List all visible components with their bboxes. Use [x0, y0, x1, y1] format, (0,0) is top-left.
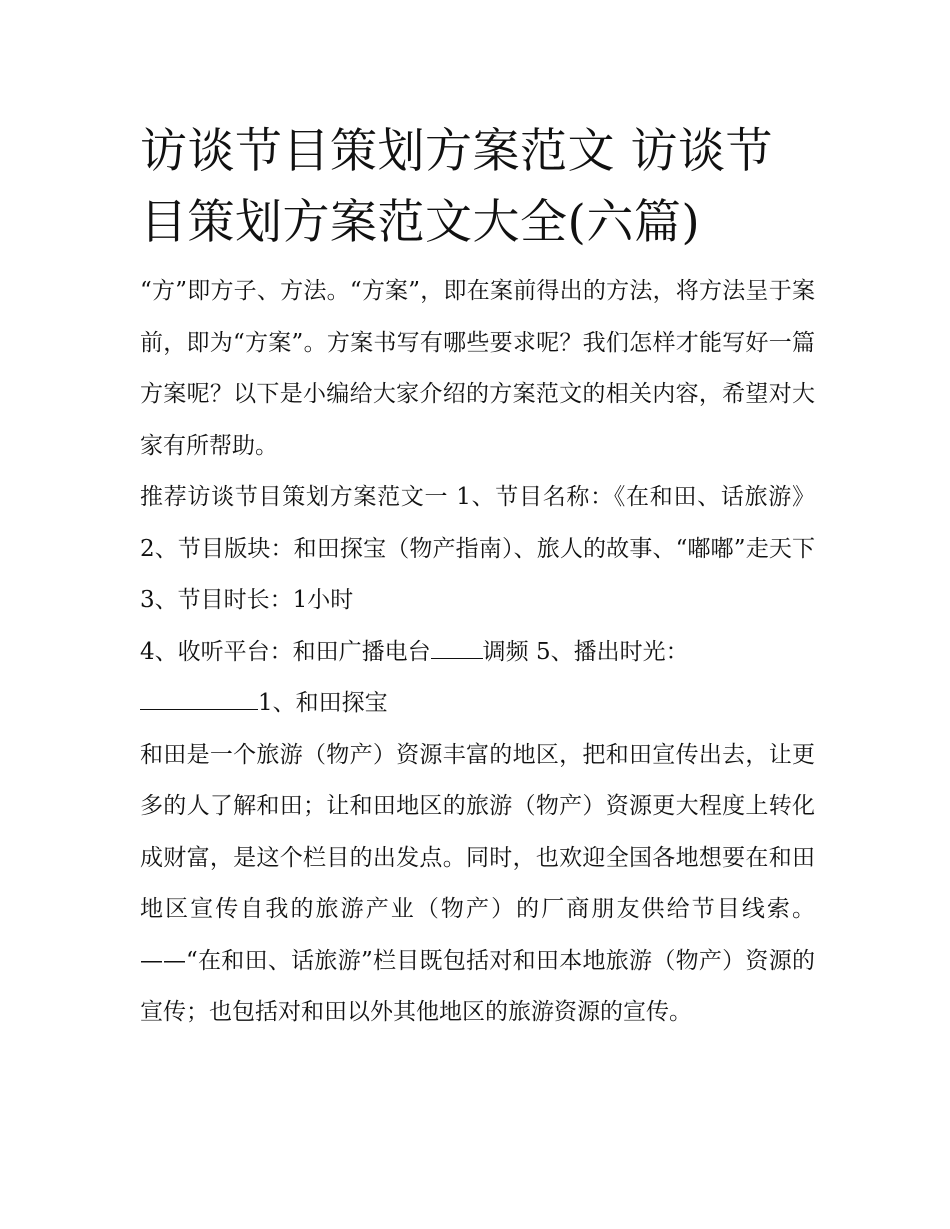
program-info	[140, 472, 815, 730]
platform-label: 4、收听平台：和田广播电台	[140, 638, 431, 665]
document-title: 访谈节目策划方案范文 访谈节目策划方案范文大全(六篇)	[140, 124, 773, 250]
body-paragraph: 和田是一个旅游（物产）资源丰富的地区，把和田宣传出去，让更多的人了解和田；让和田地区的旅游（物产）资源更大程度上转化成财富，是这个栏目的出发点。同时，也欢迎全国各地想要在和田地区宣传自我的旅游产业（物产）的厂商朋友供给节目线索。——“在和田、话旅游”栏目既包括对和田本地旅游（物产）资源的宣传；也包括对和田以外其他地区的旅游资源的宣传。	[140, 741, 815, 1025]
document-page	[140, 116, 815, 1039]
program-info-line: 推荐访谈节目策划方案范文一 1、节目名称：《在和田、话旅游》 2、节目版块：和田探宝（物产指南）、旅人的故事、“嘟嘟”走天下 3、节目时长：1小时	[140, 484, 815, 613]
section-heading-line	[140, 678, 815, 730]
fill-in-blank	[140, 687, 258, 710]
broadcast-time-label: 调频 5、播出时光：	[482, 638, 689, 665]
section-heading: 1、和田探宝	[258, 690, 388, 716]
program-platform-line	[140, 627, 815, 679]
intro-paragraph: “方”即方子、方法。“方案”，即在案前得出的方法，将方法呈于案前，即为“方案”。方案书写有哪些要求呢？我们怎样才能写好一篇方案呢？以下是小编给大家介绍的方案范文的相关内容，希望对大家有所帮助。	[140, 278, 815, 459]
fill-in-blank	[431, 636, 483, 659]
